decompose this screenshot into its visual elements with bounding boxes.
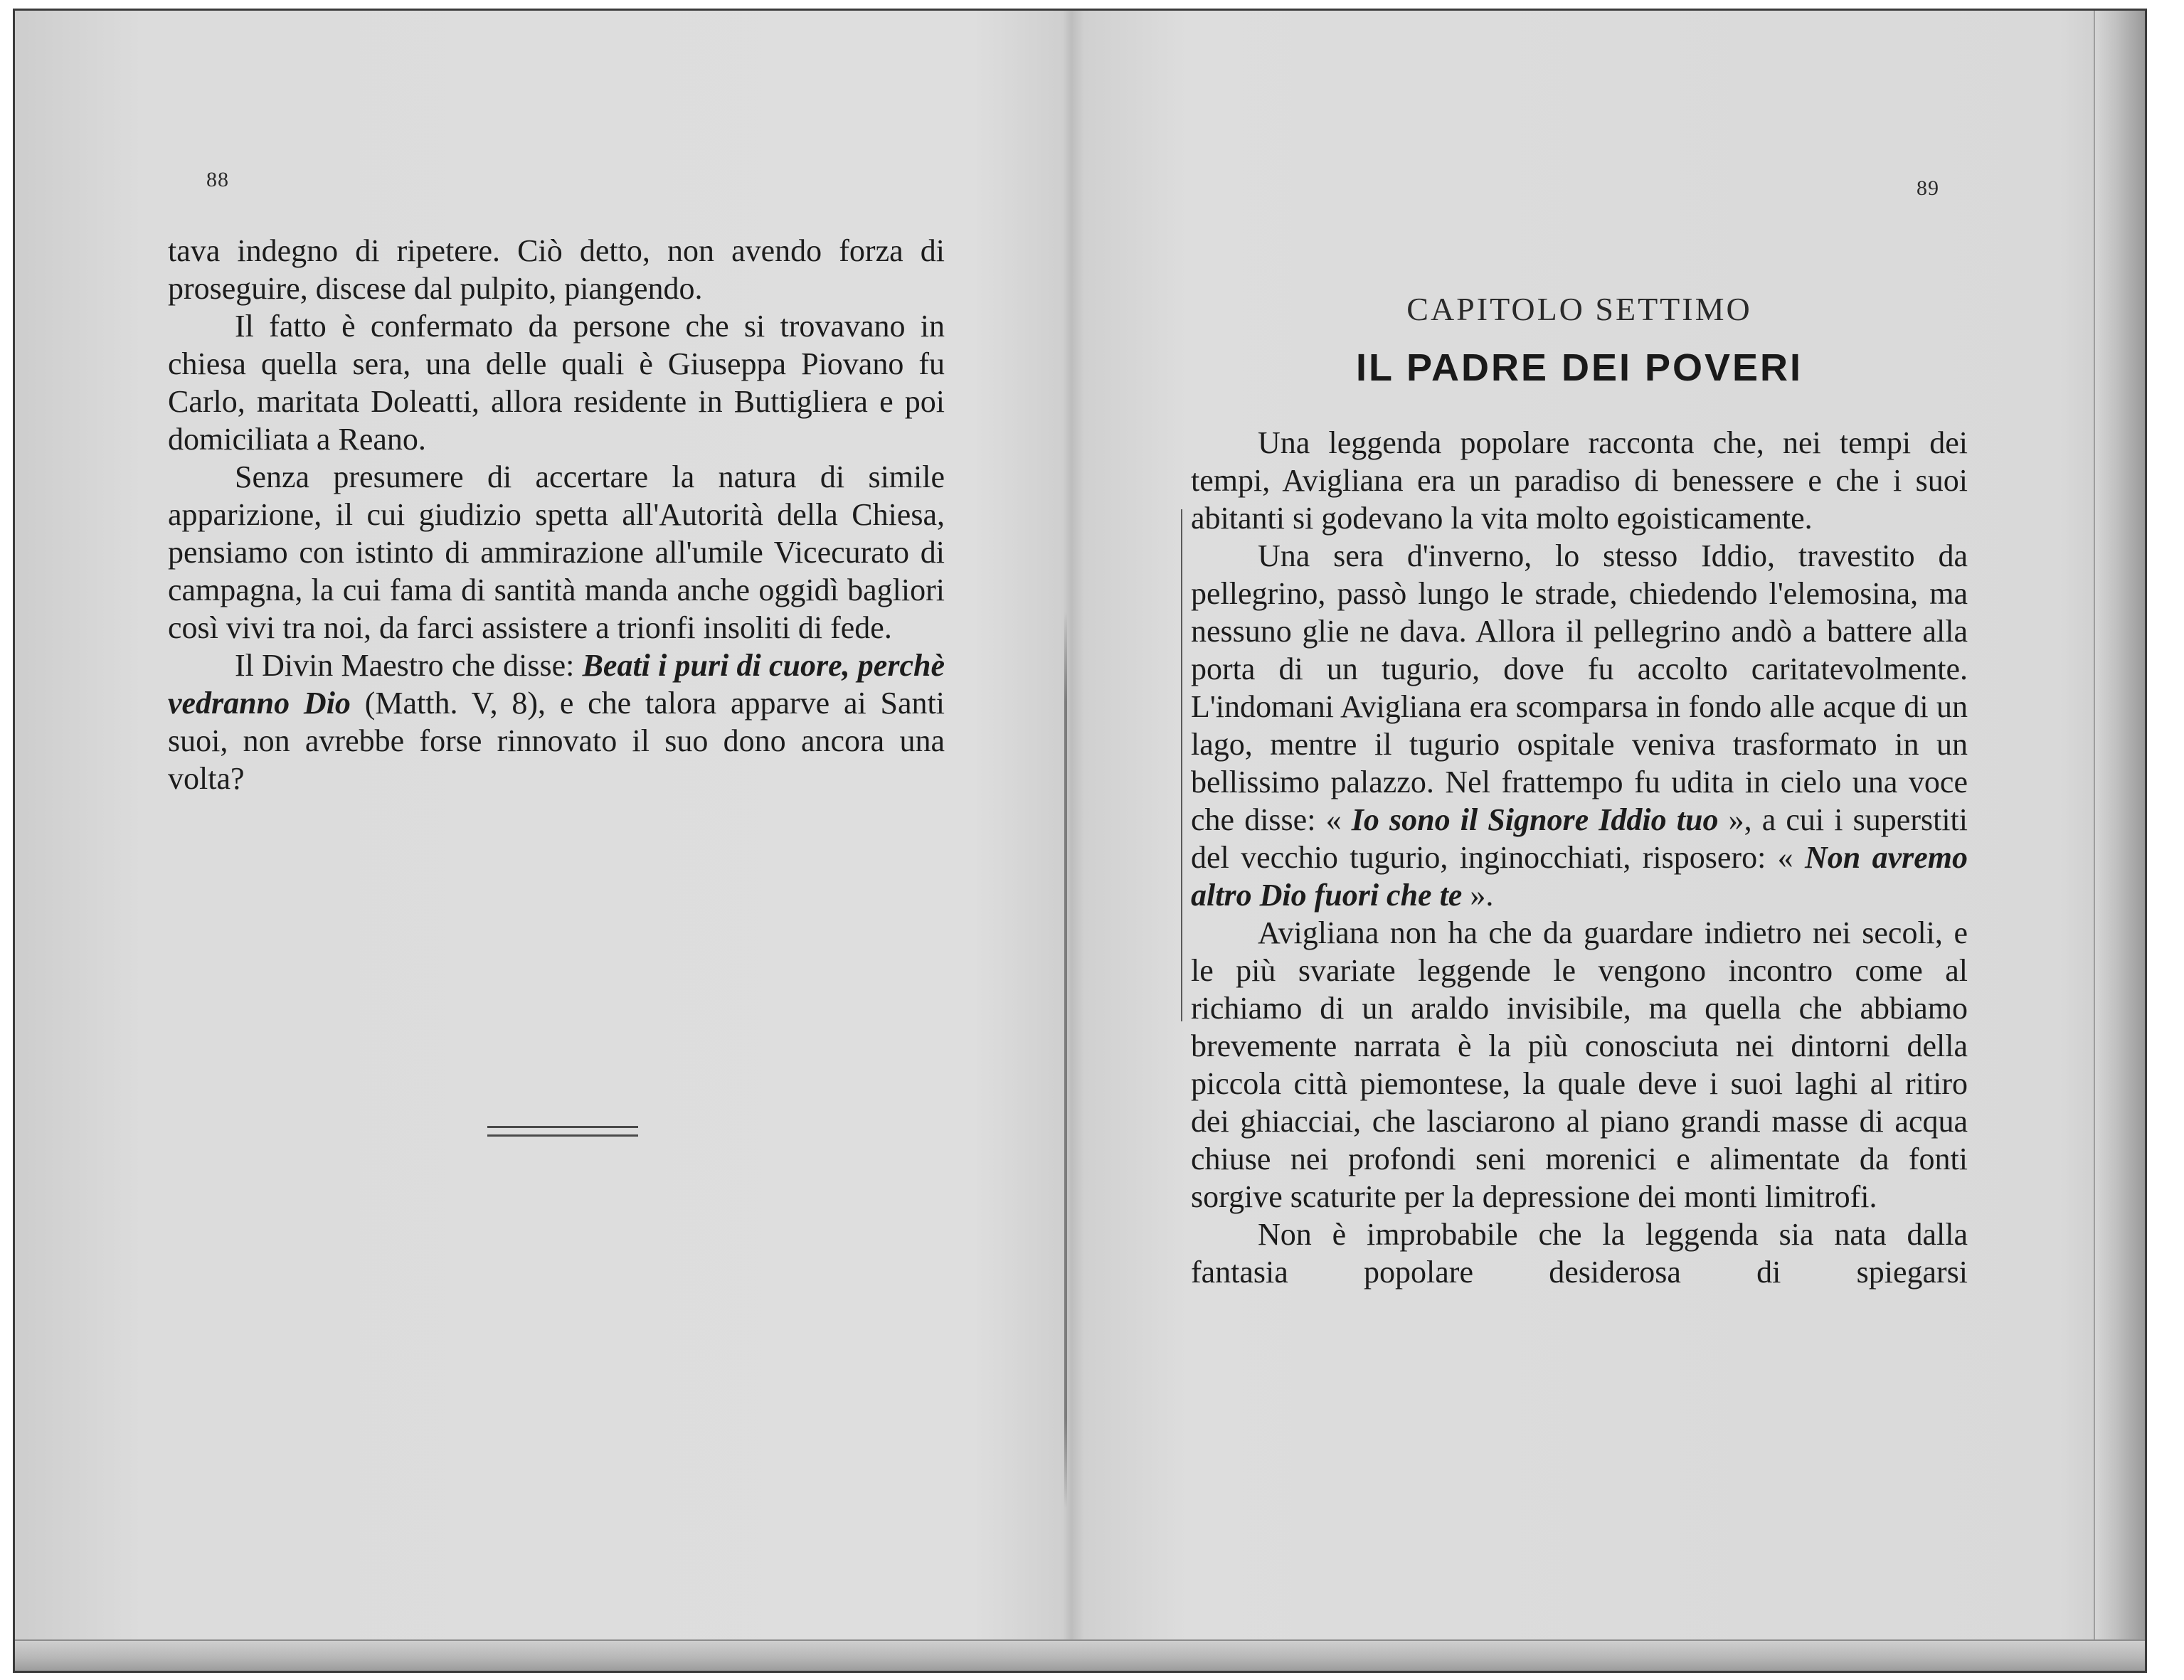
book-page-edge-right (2094, 11, 2145, 1671)
divine-voice-quote: Io sono il Signore Iddio tuo (1351, 802, 1719, 837)
page-number-right: 89 (1917, 176, 1939, 200)
right-paragraph-2-text-b: », a cui i superstiti del vecchio tugurio, inginocchiati, risposero: « (1191, 802, 1968, 875)
right-paragraph-2 (1191, 537, 1968, 914)
book-page-edge-bottom (15, 1639, 2145, 1671)
scripture-quote: Beati i puri di cuore, perchè vedranno Dio (168, 648, 945, 721)
right-paragraph-2-text-a: Una sera d'inverno, lo stesso Iddio, travestito da pellegrino, passò lungo le strade, chiedendo l'elemosina, ma nessuno glie ne dava. Allora il pellegrino andò a battere alla porta di un tugurio, dove fu accolto caritatevolmente. L'indomani Avigliana era scomparsa in fondo alle acque di un lago, mentre il tugurio ospitale veniva trasformato in un bellissimo palazzo. Nel frattempo fu udita in cielo una voce che disse: « (1191, 538, 1968, 837)
page-number-left: 88 (206, 168, 229, 191)
left-paragraph-4-text-b: (Matth. V, 8), e che talora apparve ai Santi suoi, non avrebbe forse rinnovato il suo dono ancora una volta? (168, 686, 945, 796)
right-paragraph-2-text-c: ». (1462, 878, 1494, 913)
chapter-label: CAPITOLO SETTIMO (1406, 291, 1752, 327)
right-page-text (1191, 424, 1968, 1291)
margin-mark (1181, 509, 1182, 1021)
right-paragraph-3: Avigliana non ha che da guardare indietro nei secoli, e le più svariate leggende le vengono incontro come al richiamo di un araldo invisibile, ma quella che abbiamo brevemente narrata è la più conosciuta nei dintorni della piccola città piemontese, la quale deve i suoi laghi al ritiro dei ghiacciai, che lasciarono al piano grandi masse di acqua chiuse nei profondi seni morenici e alimentate da fonti sorgive scaturite per la depressione dei monti limitrofi. (1191, 915, 1968, 1214)
left-paragraph-2: Il fatto è confermato da persone che si trovavano in chiesa quella sera, una delle quali è Giuseppa Piovano fu Carlo, maritata Doleatti, allora residente in Buttigliera e poi domiciliata a Reano. (168, 309, 945, 457)
book-gutter (1064, 612, 1067, 1508)
chapter-title: IL PADRE DEI POVERI (1355, 346, 1803, 389)
right-paragraph-1: Una leggenda popolare racconta che, nei tempi dei tempi, Avigliana era un paradiso di benessere e che i suoi abitanti si godevano la vita molto egoisticamente. (1191, 425, 1968, 536)
left-paragraph-4-text-a: Il Divin Maestro che disse: (235, 648, 583, 683)
section-divider (487, 1126, 638, 1137)
left-page-text (168, 232, 945, 797)
left-paragraph-4 (168, 647, 945, 797)
right-paragraph-4: Non è improbabile che la leggenda sia nata dalla fantasia popolare desiderosa di spiegarsi (1191, 1217, 1968, 1290)
left-paragraph-3: Senza presumere di accertare la natura di simile apparizione, il cui giudizio spetta all'Autorità della Chiesa, pensiamo con istinto di ammirazione all'umile Vicecurato di campagna, la cui fama di santità manda anche oggidì bagliori così vivi tra noi, da farci assistere a trionfi insoliti di fede. (168, 459, 945, 645)
left-paragraph-1: tava indegno di ripetere. Ciò detto, non avendo forza di proseguire, discese dal pulpito, piangendo. (168, 233, 945, 306)
survivors-reply-quote: Non avremo altro Dio fuori che te (1191, 840, 1968, 913)
